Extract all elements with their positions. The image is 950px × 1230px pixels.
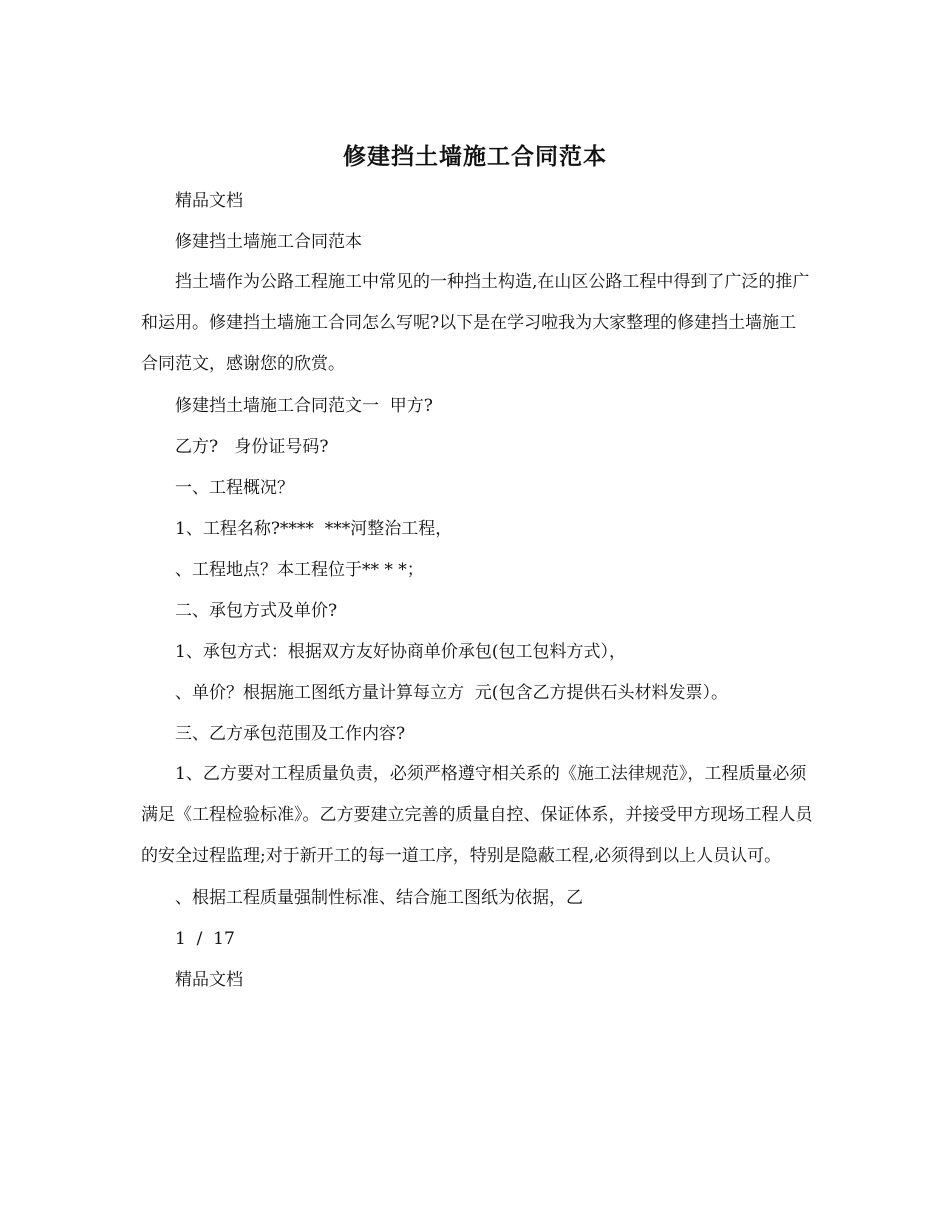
header-label: 精品文档 [175,191,243,211]
paragraph: 、工程地点？本工程位于** * *； [175,560,424,580]
paragraph: 乙方? 身份证号码? [175,437,329,457]
section-heading: 三、乙方承包范围及工作内容? [175,724,406,744]
intro-paragraph: 挡土墙作为公路工程施工中常见的一种挡土构造,在山区公路工程中得到了广泛的推广和运用。修建挡土墙施工合同怎么写呢?以下是在学习啦我为大家整理的修建挡土墙施工合同范文，感谢您的欣赏。 [141,272,810,374]
footer-label: 精品文档 [175,970,243,990]
paragraph: 修建挡土墙施工合同范文一 甲方? [175,396,433,416]
paragraph: 1、工程名称?**** ***河整治工程， [175,519,453,539]
paragraph: 1、承包方式：根据双方友好协商单价承包(包工包料方式）， [175,642,626,662]
section-heading: 二、承包方式及单价? [175,601,338,621]
document-body [141,186,813,1006]
subtitle: 修建挡土墙施工合同范本 [175,232,362,252]
document-title: 修建挡土墙施工合同范本 [343,143,607,170]
paragraph: 、单价？根据施工图纸方量计算每立方 元(包含乙方提供石头材料发票）。 [175,683,728,703]
section-heading: 一、工程概况？ [175,478,294,498]
page-number: 1 / 17 [175,929,235,949]
paragraph: 1、乙方要对工程质量负责，必须严格遵守相关系的《施工法律规范》，工程质量必须满足《工程检验标准》。乙方要建立完善的质量自控、保证体系，并接受甲方现场工程人员的安全过程监理;对于新开工的每一道工序，特别是隐蔽工程,必须得到以上人员认可。 [141,764,813,866]
paragraph: 、根据工程质量强制性标准、结合施工图纸为依据，乙 [175,888,583,908]
